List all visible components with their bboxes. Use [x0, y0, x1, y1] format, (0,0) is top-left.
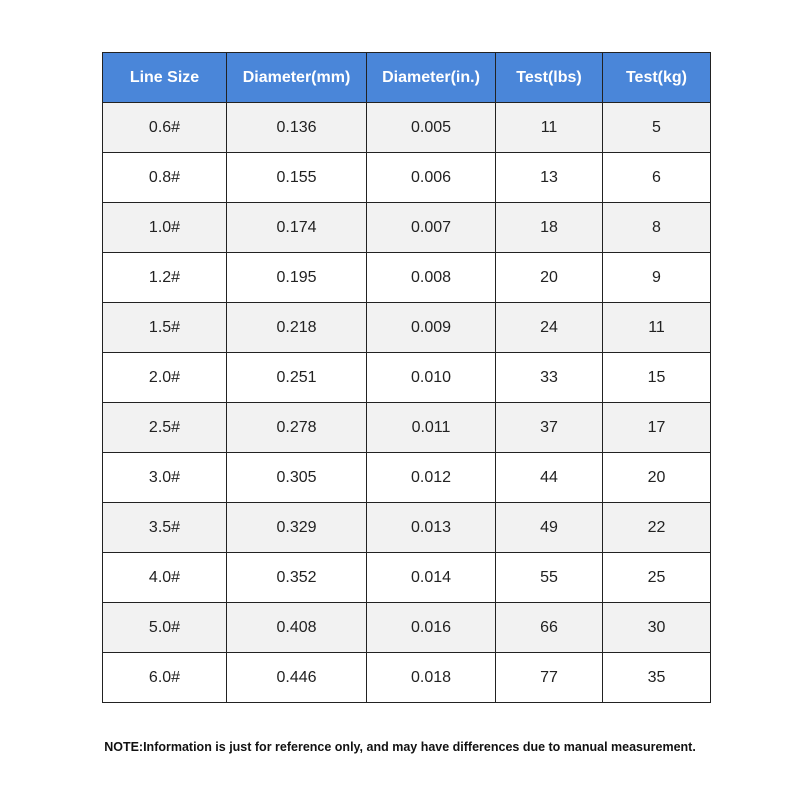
cell-test-kg: 6	[603, 153, 711, 203]
header-line-size: Line Size	[103, 53, 227, 103]
cell-diameter-in: 0.011	[367, 403, 496, 453]
cell-test-lbs: 33	[496, 353, 603, 403]
cell-test-kg: 20	[603, 453, 711, 503]
cell-test-lbs: 11	[496, 103, 603, 153]
cell-line-size: 2.0#	[103, 353, 227, 403]
cell-diameter-mm: 0.195	[227, 253, 367, 303]
table-row	[103, 103, 711, 153]
table-row	[103, 203, 711, 253]
cell-line-size: 1.0#	[103, 203, 227, 253]
cell-test-kg: 9	[603, 253, 711, 303]
cell-test-kg: 25	[603, 553, 711, 603]
cell-diameter-mm: 0.329	[227, 503, 367, 553]
cell-diameter-in: 0.016	[367, 603, 496, 653]
cell-diameter-in: 0.005	[367, 103, 496, 153]
table-header	[103, 53, 711, 103]
cell-test-lbs: 44	[496, 453, 603, 503]
cell-test-lbs: 77	[496, 653, 603, 703]
cell-test-kg: 15	[603, 353, 711, 403]
table-row	[103, 603, 711, 653]
cell-line-size: 6.0#	[103, 653, 227, 703]
cell-test-lbs: 18	[496, 203, 603, 253]
cell-diameter-mm: 0.446	[227, 653, 367, 703]
header-diameter-in: Diameter(in.)	[367, 53, 496, 103]
table-row	[103, 353, 711, 403]
cell-diameter-in: 0.012	[367, 453, 496, 503]
cell-test-lbs: 13	[496, 153, 603, 203]
cell-test-kg: 35	[603, 653, 711, 703]
cell-line-size: 1.2#	[103, 253, 227, 303]
cell-test-kg: 22	[603, 503, 711, 553]
cell-line-size: 4.0#	[103, 553, 227, 603]
cell-test-kg: 8	[603, 203, 711, 253]
cell-diameter-mm: 0.305	[227, 453, 367, 503]
cell-line-size: 5.0#	[103, 603, 227, 653]
header-diameter-mm: Diameter(mm)	[227, 53, 367, 103]
cell-diameter-in: 0.010	[367, 353, 496, 403]
header-row	[103, 53, 711, 103]
table-row	[103, 303, 711, 353]
cell-test-lbs: 49	[496, 503, 603, 553]
cell-diameter-mm: 0.408	[227, 603, 367, 653]
cell-diameter-mm: 0.278	[227, 403, 367, 453]
cell-diameter-mm: 0.218	[227, 303, 367, 353]
cell-diameter-mm: 0.136	[227, 103, 367, 153]
cell-test-kg: 30	[603, 603, 711, 653]
cell-test-lbs: 20	[496, 253, 603, 303]
cell-line-size: 0.6#	[103, 103, 227, 153]
cell-line-size: 1.5#	[103, 303, 227, 353]
cell-diameter-mm: 0.352	[227, 553, 367, 603]
header-test-lbs: Test(lbs)	[496, 53, 603, 103]
table-row	[103, 403, 711, 453]
line-spec-table	[102, 52, 711, 703]
cell-line-size: 2.5#	[103, 403, 227, 453]
table-row	[103, 553, 711, 603]
table-body	[103, 103, 711, 703]
cell-test-lbs: 66	[496, 603, 603, 653]
reference-note: NOTE:Information is just for reference only, and may have differences due to manual measurement.	[104, 740, 696, 754]
table-row	[103, 453, 711, 503]
cell-test-kg: 17	[603, 403, 711, 453]
cell-diameter-in: 0.009	[367, 303, 496, 353]
cell-diameter-mm: 0.155	[227, 153, 367, 203]
cell-test-lbs: 37	[496, 403, 603, 453]
cell-diameter-mm: 0.174	[227, 203, 367, 253]
cell-diameter-in: 0.007	[367, 203, 496, 253]
cell-line-size: 3.0#	[103, 453, 227, 503]
table-row	[103, 503, 711, 553]
cell-diameter-in: 0.008	[367, 253, 496, 303]
header-test-kg: Test(kg)	[603, 53, 711, 103]
cell-test-lbs: 24	[496, 303, 603, 353]
cell-diameter-mm: 0.251	[227, 353, 367, 403]
table-row	[103, 153, 711, 203]
cell-line-size: 3.5#	[103, 503, 227, 553]
cell-diameter-in: 0.006	[367, 153, 496, 203]
cell-diameter-in: 0.014	[367, 553, 496, 603]
cell-test-kg: 11	[603, 303, 711, 353]
cell-diameter-in: 0.013	[367, 503, 496, 553]
cell-test-kg: 5	[603, 103, 711, 153]
cell-test-lbs: 55	[496, 553, 603, 603]
table-row	[103, 253, 711, 303]
cell-line-size: 0.8#	[103, 153, 227, 203]
cell-diameter-in: 0.018	[367, 653, 496, 703]
table-row	[103, 653, 711, 703]
